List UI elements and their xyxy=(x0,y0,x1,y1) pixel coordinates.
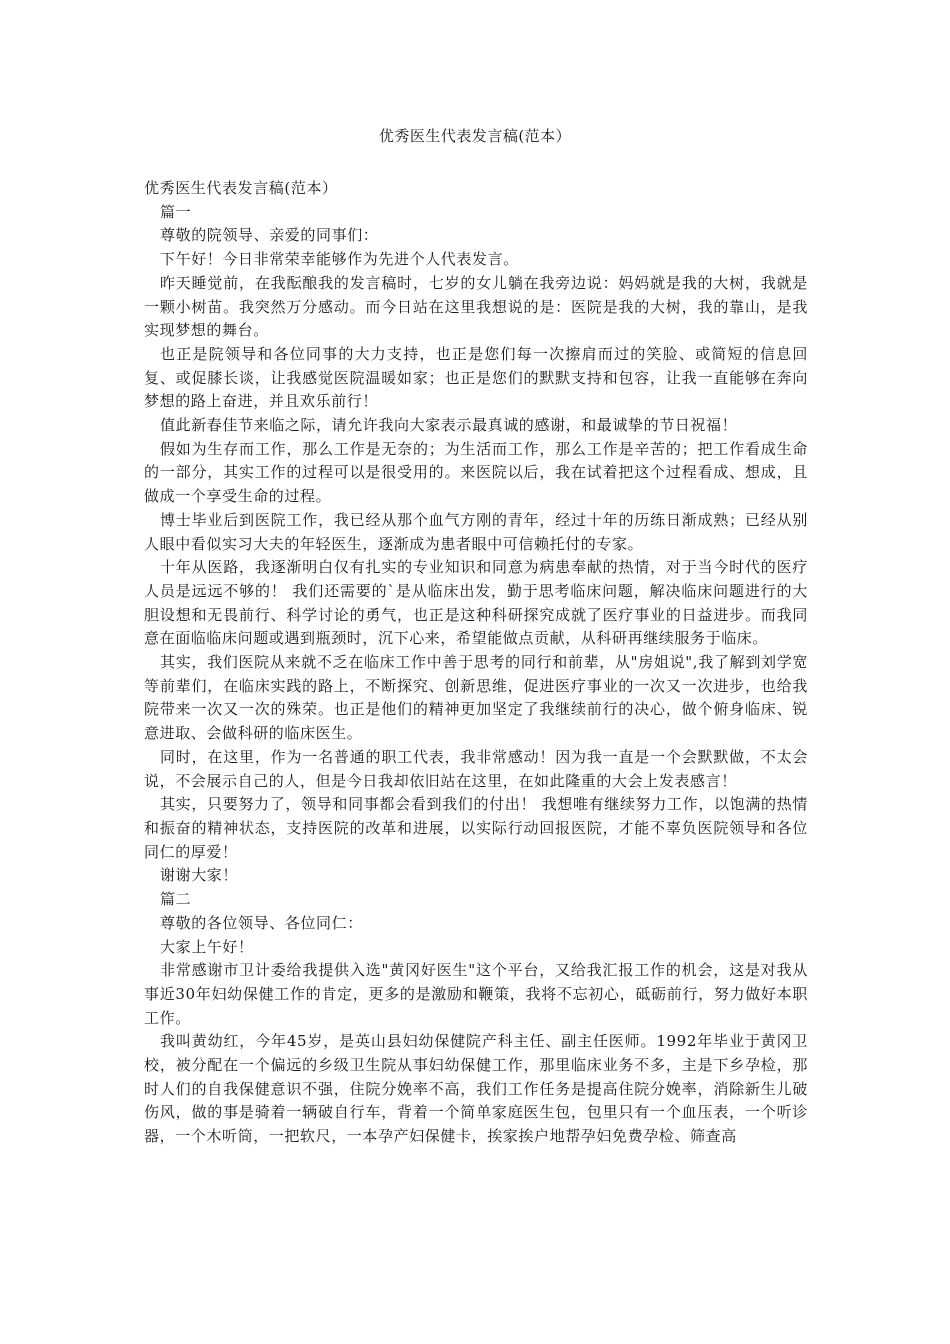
closing-thanks: 谢谢大家！ xyxy=(160,866,239,885)
greeting: 大家上午好！ xyxy=(160,937,254,956)
paragraph: 同时，在这里，作为一名普通的职工代表，我非常感动！因为我一直是一个会默默做，不太会说，不会展示自己的人，但是今日我却依旧站在这里，在如此隆重的大会上发表感言！ xyxy=(144,747,808,790)
document-title: 优秀医生代表发言稿(范本） xyxy=(378,127,572,145)
paragraph: 假如为生存而工作，那么工作是无奈的；为生活而工作，那么工作是辛苦的；把工作看成生命的一部分，其实工作的过程可以是很受用的。来医院以后，我在试着把这个过程看成、想成，且做成一个享受生命的过程。 xyxy=(144,439,808,506)
paragraph: 十年从医路，我逐渐明白仅有扎实的专业知识和同意为病患奉献的热情，对于当今时代的医疗人员是远远不够的！ 我们还需要的`是从临床出发，勤于思考临床问题，解决临床问题进行的大胆设想和无畏前行、科学讨论的勇气，也正是这种科研探究成就了医疗事业的日益进步。而我同意在面临临床问题或遇到瓶颈时，沉下心来，希望能做点贡献，从科研再继续服务于临床。 xyxy=(144,558,808,648)
section-label-part-2: 篇二 xyxy=(160,890,192,909)
salutation: 尊敬的各位领导、各位同仁： xyxy=(160,913,363,932)
document-body xyxy=(144,177,808,1149)
paragraph: 值此新春佳节来临之际，请允许我向大家表示最真诚的感谢，和最诚挚的节日祝福！ xyxy=(160,416,738,435)
body-heading: 优秀医生代表发言稿(范本） xyxy=(144,179,338,197)
paragraph: 昨天睡觉前，在我酝酿我的发言稿时，七岁的女儿躺在我旁边说：妈妈就是我的大树，我就是一颗小树苗。我突然万分感动。而今日站在这里我想说的是：医院是我的大树，我的靠山，是我实现梦想的舞台。 xyxy=(144,273,808,340)
paragraph: 其实，只要努力了，领导和同事都会看到我们的付出！ 我想唯有继续努力工作，以饱满的热情和振奋的精神状态，支持医院的改革和进展，以实际行动回报医院，才能不辜负医院领导和各位同仁的厚爱！ xyxy=(144,795,808,861)
salutation: 尊敬的院领导、亲爱的同事们： xyxy=(160,226,379,245)
paragraph: 非常感谢市卫计委给我提供入选"黄冈好医生"这个平台，又给我汇报工作的机会，这是对我从事近30年妇幼保健工作的肯定，更多的是激励和鞭策，我将不忘初心，砥砺前行，努力做好本职工作。 xyxy=(144,961,808,1027)
section-label-part-1: 篇一 xyxy=(160,202,192,221)
paragraph: 其实，我们医院从来就不乏在临床工作中善于思考的同行和前辈，从"房姐说",我了解到刘学宽等前辈们，在临床实践的路上，不断探究、创新思维，促进医疗事业的一次又一次进步，也给我院带来一次又一次的殊荣。也正是他们的精神更加坚定了我继续前行的决心，做个俯身临床、锐意进取、会做科研的临床医生。 xyxy=(144,653,808,743)
greeting: 下午好！今日非常荣幸能够作为先进个人代表发言。 xyxy=(160,250,519,269)
paragraph: 博士毕业后到医院工作，我已经从那个血气方刚的青年，经过十年的历练日渐成熟；已经从别人眼中看似实习大夫的年轻医生，逐渐成为患者眼中可信赖托付的专家。 xyxy=(144,510,808,553)
paragraph: 我叫黄幼红，今年45岁，是英山县妇幼保健院产科主任、副主任医师。1992年毕业于黄冈卫校，被分配在一个偏远的乡级卫生院从事妇幼保健工作，那里临床业务不多，主是下乡孕检，那时人们的自我保健意识不强，住院分娩率不高，我们工作任务是提高住院分娩率，消除新生儿破伤风，做的事是骑着一辆破自行车，背着一个简单家庭医生包，包里只有一个血压表，一个听诊器，一个木听筒，一把软尺，一本孕产妇保健卡，挨家挨户地帮孕妇免费孕检、筛查高 xyxy=(144,1032,808,1146)
paragraph: 也正是院领导和各位同事的大力支持，也正是您们每一次擦肩而过的笑脸、或简短的信息回复、或促膝长谈，让我感觉医院温暖如家；也正是您们的默默支持和包容，让我一直能够在奔向梦想的路上奋进，并且欢乐前行！ xyxy=(144,344,808,411)
